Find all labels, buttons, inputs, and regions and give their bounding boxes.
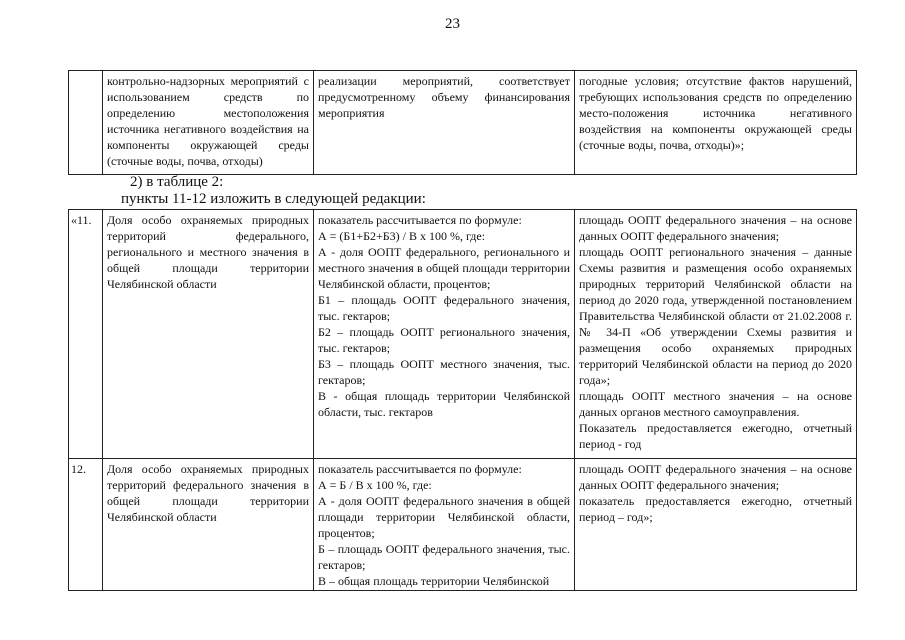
cell-indicator-name: Доля особо охраняемых природных территорий федерального, регионального и местного значения в общей площади территории Челябинской области — [103, 210, 314, 459]
formula-line: показатель рассчитывается по формуле: — [318, 462, 522, 476]
formula-line: А - доля ООПТ федерального значения в общей площади территории Челябинской области, процентов; — [318, 494, 570, 540]
formula-line: Б2 – площадь ООПТ регионального значения, тыс. гектаров; — [318, 325, 570, 355]
source-line: Показатель предоставляется ежегодно, отчетный период - год — [579, 421, 852, 451]
source-line: площадь ООПТ федерального значения – на основе данных ООПТ федерального значения; — [579, 213, 852, 243]
cell-indicator-name: контрольно-надзорных мероприятий с использованием средств по определению местоположения источника негативного воздействия на компоненты окружающей среды (сточные воды, почва, отходы) — [103, 71, 314, 175]
source-line: площадь ООПТ регионального значения – данные Схемы развития и размещения особо охраняемых природных территорий Челябинской области на период до 2020 года, утвержденной постановлением Правительства Челябинской области от 21.02.2008 г. № 34-П «Об утверждении Схемы развития и размещения особо охраняемых природных территорий Челябинской области на период до 2020 года»; — [579, 245, 852, 387]
continued-table — [68, 70, 857, 175]
instruction-line-1: 2) в таблице 2: — [130, 174, 224, 190]
table-row — [69, 210, 857, 459]
formula-line: В – общая площадь территории Челябинской — [318, 574, 550, 588]
formula-line: Б – площадь ООПТ федерального значения, тыс. гектаров; — [318, 542, 570, 572]
formula-line: Б3 – площадь ООПТ местного значения, тыс. гектаров; — [318, 357, 570, 387]
cell-formula — [314, 459, 575, 591]
source-line: площадь ООПТ федерального значения – на основе данных ООПТ федерального значения; — [579, 462, 852, 492]
row-number: «11. — [69, 210, 103, 459]
cell-formula — [314, 210, 575, 459]
cell-source: погодные условия; отсутствие фактов нарушений, требующих использования средств по определению место-положения источника негативного воздействия на компоненты окружающей среды (сточные воды, почва, отходы)»; — [575, 71, 857, 175]
cell-formula: реализации мероприятий, соответствует предусмотренному объему финансирования мероприятия — [314, 71, 575, 175]
formula-line: А - доля ООПТ федерального, регионального и местного значения в общей площади территории Челябинской области, процентов; — [318, 245, 570, 291]
cell-num — [69, 71, 103, 175]
formula-line: А = Б / В х 100 %, где: — [318, 478, 432, 492]
source-line: площадь ООПТ местного значения – на основе данных органов местного самоуправления. — [579, 389, 852, 419]
formula-line: Б1 – площадь ООПТ федерального значения, тыс. гектаров; — [318, 293, 570, 323]
row-number: 12. — [69, 459, 103, 591]
formula-line: В - общая площадь территории Челябинской области, тыс. гектаров — [318, 389, 570, 419]
source-line: показатель предоставляется ежегодно, отчетный период – год»; — [579, 494, 852, 524]
instruction-line-2: пункты 11-12 изложить в следующей редакции: — [121, 191, 426, 207]
cell-source — [575, 210, 857, 459]
cell-source — [575, 459, 857, 591]
formula-line: А = (Б1+Б2+Б3) / В х 100 %, где: — [318, 229, 486, 243]
table-row — [69, 71, 857, 175]
cell-indicator-name: Доля особо охраняемых природных территорий федерального значения в общей площади территории Челябинской области — [103, 459, 314, 591]
table-2-items — [68, 209, 857, 591]
page-number: 23 — [445, 16, 460, 32]
formula-line: показатель рассчитывается по формуле: — [318, 213, 522, 227]
table-row — [69, 459, 857, 591]
